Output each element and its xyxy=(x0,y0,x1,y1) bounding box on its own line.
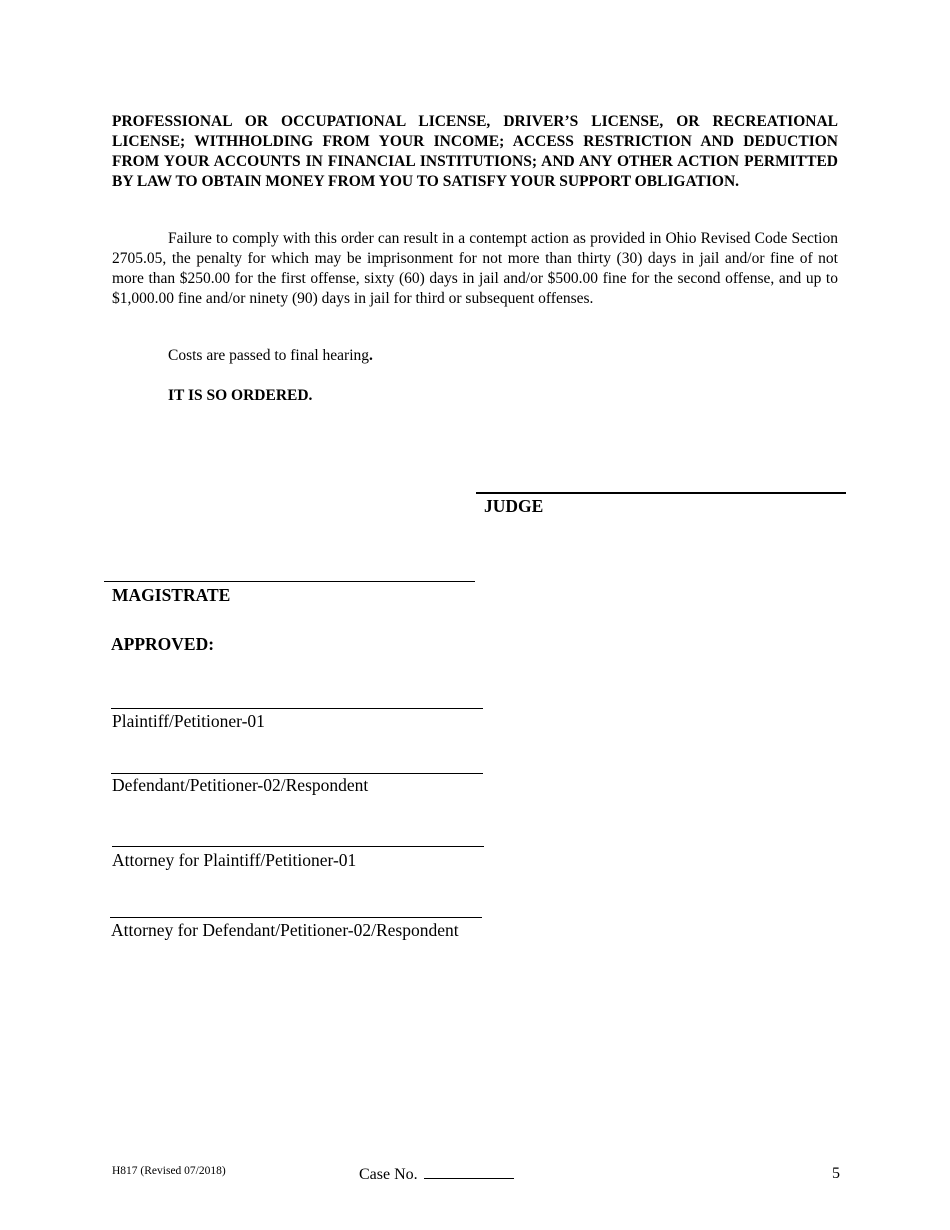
plaintiff-signature-line xyxy=(111,708,483,709)
attorney-plaintiff-signature-line xyxy=(112,846,484,847)
magistrate-signature-line xyxy=(104,581,475,582)
judge-label: JUDGE xyxy=(484,496,544,516)
case-number-blank xyxy=(424,1164,514,1179)
page-number: 5 xyxy=(832,1165,840,1182)
support-enforcement-warning: PROFESSIONAL OR OCCUPATIONAL LICENSE, DRIVER’S LICENSE, OR RECREATIONAL LICENSE; WITHHOLDING FROM YOUR INCOME; ACCESS RESTRICTION AND DEDUCTION FROM YOUR ACCOUNTS IN FINANCIAL INSTITUTIONS; AND ANY OTHER ACTION PERMITTED BY LAW TO OBTAIN MONEY FROM YOU TO SATISFY YOUR SUPPORT OBLIGATION. xyxy=(112,113,838,190)
plaintiff-label: Plaintiff/Petitioner-01 xyxy=(112,711,265,731)
costs-period: . xyxy=(369,347,373,364)
magistrate-label: MAGISTRATE xyxy=(112,585,231,605)
contempt-penalty-paragraph: Failure to comply with this order can result in a contempt action as provided in Ohio Revised Code Section 2705.05, the penalty for which may be imprisonment for not more than thirty (30) days in jail and/or fine of not more than $250.00 for the first offense, sixty (60) days in jail and/or $500.00 fine for the second offense, and up to $1,000.00 fine and/or ninety (90) days in jail for third or subsequent offenses. xyxy=(112,230,838,307)
judge-signature-line xyxy=(476,492,846,494)
costs-text: Costs are passed to final hearing xyxy=(168,347,370,364)
attorney-defendant-signature-line xyxy=(110,917,482,918)
approved-heading: APPROVED: xyxy=(111,634,215,654)
attorney-defendant-label: Attorney for Defendant/Petitioner-02/Respondent xyxy=(111,920,459,940)
case-number-label: Case No. xyxy=(359,1166,418,1183)
form-revision-id: H817 (Revised 07/2018) xyxy=(112,1165,226,1177)
attorney-plaintiff-label: Attorney for Plaintiff/Petitioner-01 xyxy=(112,850,357,870)
case-number xyxy=(359,1164,514,1185)
costs-statement xyxy=(168,346,373,366)
so-ordered-heading: IT IS SO ORDERED. xyxy=(168,387,313,404)
defendant-label: Defendant/Petitioner-02/Respondent xyxy=(112,775,369,795)
